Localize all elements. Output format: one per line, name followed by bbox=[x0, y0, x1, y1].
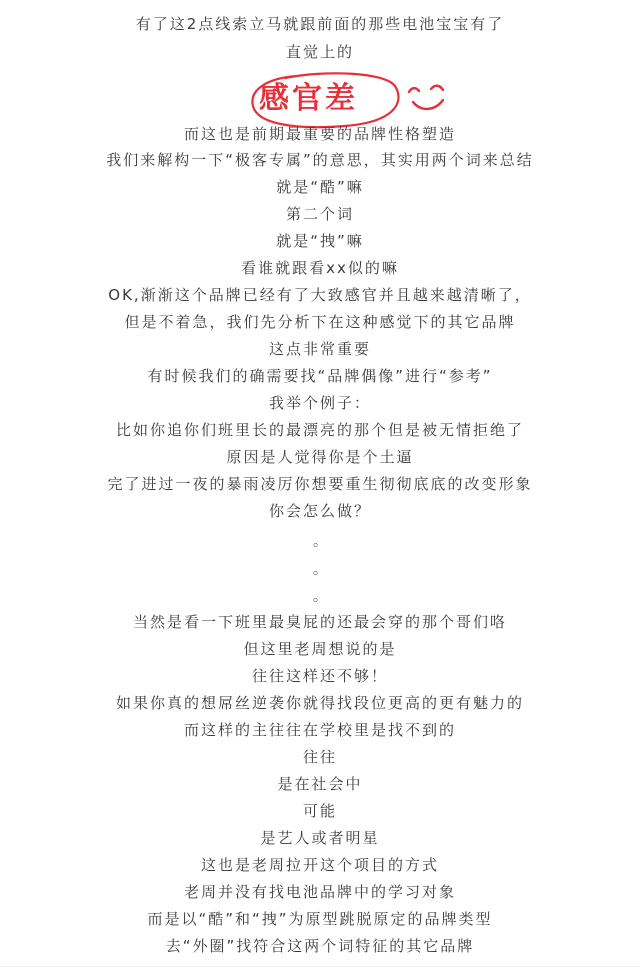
bottom-divider bbox=[0, 966, 640, 967]
highlight-callout bbox=[245, 68, 455, 132]
text-line: 老周并没有找电池品牌中的学习对象 bbox=[183, 883, 456, 901]
text-line: 往往 bbox=[302, 748, 337, 766]
text-line: 就是“酷”嘛 bbox=[276, 178, 364, 196]
text-line: 是艺人或者明星 bbox=[260, 829, 380, 847]
text-line: 看谁就跟看xx似的嘛 bbox=[241, 259, 399, 277]
text-line: 比如你追你们班里长的最漂亮的那个但是被无情拒绝了 bbox=[115, 421, 524, 439]
text-line: 完了进过一夜的暴雨凌厉你想要重生彻彻底底的改变形象 bbox=[107, 475, 533, 493]
ellipsis-dot: 。 bbox=[313, 589, 327, 605]
text-line: 有了这2点线索立马就跟前面的那些电池宝宝有了 bbox=[135, 15, 505, 33]
text-line: 是在社会中 bbox=[277, 775, 363, 793]
text-line: 我举个例子： bbox=[268, 394, 371, 412]
text-line: 当然是看一下班里最臭屁的还最会穿的那个哥们咯 bbox=[132, 613, 507, 631]
text-line: 我们来解构一下“极客专属”的意思，其实用两个词来总结 bbox=[106, 151, 534, 169]
text-line: OK,渐渐这个品牌已经有了大致感官并且越来越清晰了， bbox=[108, 286, 532, 304]
text-line: 但这里老周想说的是 bbox=[243, 640, 397, 658]
text-line: 第二个词 bbox=[285, 205, 354, 223]
text-line: 而这也是前期最重要的品牌性格塑造 bbox=[183, 125, 456, 143]
ellipsis-dot: 。 bbox=[313, 534, 327, 550]
text-line: 有时候我们的确需要找“品牌偶像”进行“参考” bbox=[147, 367, 493, 385]
text-line: 如果你真的想屌丝逆袭你就得找段位更高的更有魅力的 bbox=[115, 694, 524, 712]
text-line: 这点非常重要 bbox=[268, 340, 371, 358]
text-line: 就是“拽”嘛 bbox=[276, 232, 364, 250]
text-line: 但是不着急，我们先分析下在这种感觉下的其它品牌 bbox=[124, 313, 516, 331]
highlight-text: 感官差 bbox=[259, 81, 358, 116]
text-line: 直觉上的 bbox=[285, 43, 354, 61]
text-line: 往往这样还不够！ bbox=[251, 667, 388, 685]
text-line: 可能 bbox=[302, 802, 337, 820]
smile-face-icon bbox=[405, 78, 451, 118]
text-line: 而这样的主往往在学校里是找不到的 bbox=[183, 721, 456, 739]
text-line: 你会怎么做？ bbox=[268, 502, 371, 520]
text-line: 而是以“酷”和“拽”为原型跳脱原定的品牌类型 bbox=[147, 910, 493, 928]
ellipsis-dot: 。 bbox=[313, 562, 327, 578]
text-line: 去“外圈”找符合这两个词特征的其它品牌 bbox=[165, 937, 475, 955]
text-line: 这也是老周拉开这个项目的方式 bbox=[200, 856, 439, 874]
text-line: 原因是人觉得你是个土逼 bbox=[226, 448, 414, 466]
